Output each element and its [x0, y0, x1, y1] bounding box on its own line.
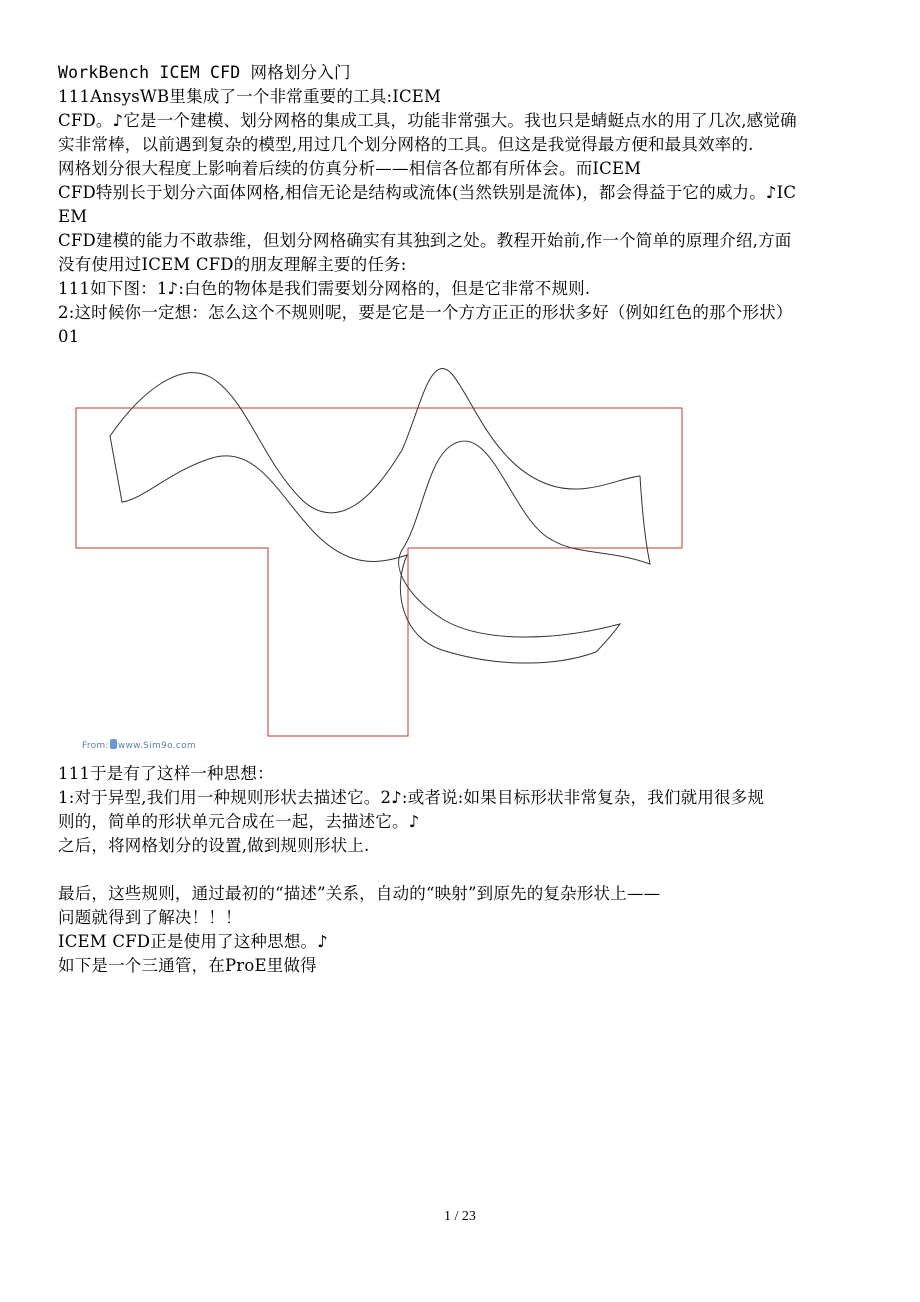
- text-line: 最后，这些规则，通过最初的“描述”关系，自动的“映射”到原先的复杂形状上——: [58, 884, 661, 903]
- red-t-shape: [76, 408, 682, 736]
- text-line: 111AnsysWB里集成了一个非常重要的工具:ICEM: [58, 87, 442, 106]
- text-line: 111于是有了这样一种思想：: [58, 764, 274, 783]
- page-number: 1 / 23: [444, 1209, 476, 1224]
- watermark-prefix: From:: [82, 741, 109, 751]
- text-line: ICEM CFD正是使用了这种思想。♪: [58, 932, 328, 951]
- text-line: 没有使用过ICEM CFD的朋友理解主要的任务:: [58, 255, 407, 274]
- text-line: 2:这时候你一定想：怎么这个不规则呢，要是它是一个方方正正的形状多好（例如红色的那个形状）: [58, 303, 793, 322]
- text-line: 1:对于异型,我们用一种规则形状去描述它。2♪:或者说:如果目标形状非常复杂，我们就用很多规: [58, 788, 765, 807]
- text-line: CFD特别长于划分六面体网格,相信无论是结构或流体(当然铁别是流体)，都会得益于它的威力。♪IC: [58, 183, 797, 202]
- text-line: 则的，简单的形状单元合成在一起，去描述它。♪: [58, 812, 420, 831]
- doc-title: WorkBench ICEM CFD 网格划分入门: [58, 63, 351, 82]
- text-line: CFD。♪它是一个建模、划分网格的集成工具，功能非常强大。我也只是蜻蜓点水的用了几次,感觉确: [58, 111, 797, 130]
- watermark: [82, 739, 196, 751]
- text-line: 实非常棒，以前遇到复杂的模型,用过几个划分网格的工具。但这是我觉得最方便和最具效率的.: [58, 135, 754, 154]
- text-line: 01: [58, 327, 80, 346]
- text-line: 网格划分很大程度上影响着后续的仿真分析——相信各位都有所体会。而ICEM: [58, 159, 642, 178]
- text-line: EM: [58, 207, 88, 226]
- text-line: 问题就得到了解决！！！: [58, 908, 242, 927]
- text-line: 111如下图：1♪:白色的物体是我们需要划分网格的，但是它非常不规则.: [58, 279, 591, 298]
- text-line: 如下是一个三通管，在ProE里做得: [58, 956, 317, 975]
- irregular-shape-outline: [110, 369, 650, 664]
- watermark-site: www.Sim9o.com: [117, 741, 196, 751]
- text-line: CFD建模的能力不敢恭维，但划分网格确实有其独到之处。教程开始前,作一个简单的原理介绍,方面: [58, 231, 792, 250]
- irregular-shape-figure: [72, 350, 692, 755]
- text-line: 之后，将网格划分的设置,做到规则形状上.: [58, 836, 370, 855]
- person-icon: [110, 739, 117, 749]
